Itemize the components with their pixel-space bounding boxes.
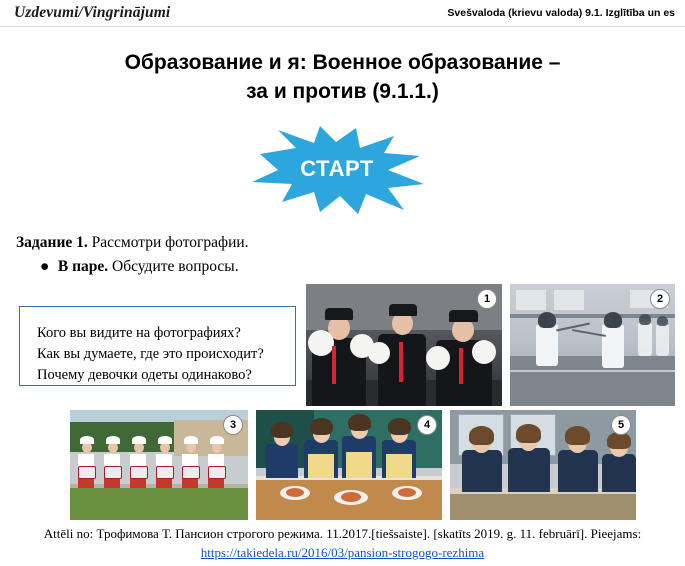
question-2: Как вы думаете, где это происходит? (37, 346, 264, 362)
start-button[interactable] (248, 126, 426, 216)
photo-4-number: 4 (417, 415, 437, 435)
page-title (50, 48, 635, 106)
page-title-line-2: за и против (9.1.1.) (246, 80, 439, 103)
task-bullet-bold: В паре. (57, 258, 109, 275)
photo-4-image (256, 410, 442, 520)
header-right-label: Svešvaloda (krievu valoda) 9.1. Izglītība un es (447, 7, 675, 19)
photo-3-number: 3 (223, 415, 243, 435)
photo-2-number: 2 (650, 289, 670, 309)
page-header (0, 0, 685, 28)
photo-1-number: 1 (477, 289, 497, 309)
questions-box (19, 306, 296, 386)
photo-1[interactable] (306, 284, 502, 406)
question-1: Кого вы видите на фотографиях? (37, 325, 241, 341)
source-link[interactable]: https://takiedela.ru/2016/03/pansion-strogogo-rezhima (200, 545, 485, 560)
bullet-icon: ● (40, 258, 50, 275)
header-left-label: Uzdevumi/Vingrinājumi (14, 4, 171, 21)
photo-1-image (306, 284, 502, 406)
source-footer (0, 524, 685, 562)
start-button-label: СТАРТ (300, 156, 374, 181)
photo-3-image (70, 410, 248, 520)
task-bullet-rest: Обсудите вопросы. (112, 258, 239, 275)
task-bullet-item (40, 258, 239, 276)
photo-2[interactable] (510, 284, 675, 406)
task-instruction-text: Рассмотри фотографии. (91, 234, 249, 251)
source-text: Attēli no: Трофимова Т. Пансион строгого режима. 11.2017.[tiešsaiste]. [skatīts 2019. g. 11. februārī]. Pieejams: (43, 526, 642, 541)
photo-5[interactable] (450, 410, 636, 520)
page-title-line-1: Образование и я: Военное образование – (124, 51, 561, 74)
task-number: Задание 1. (16, 234, 88, 251)
question-3: Почему девочки одеты одинаково? (37, 367, 252, 383)
header-divider (0, 26, 685, 27)
photo-3[interactable] (70, 410, 248, 520)
photo-5-number: 5 (611, 415, 631, 435)
photo-5-image (450, 410, 636, 520)
task-instruction (16, 234, 249, 252)
photo-4[interactable] (256, 410, 442, 520)
